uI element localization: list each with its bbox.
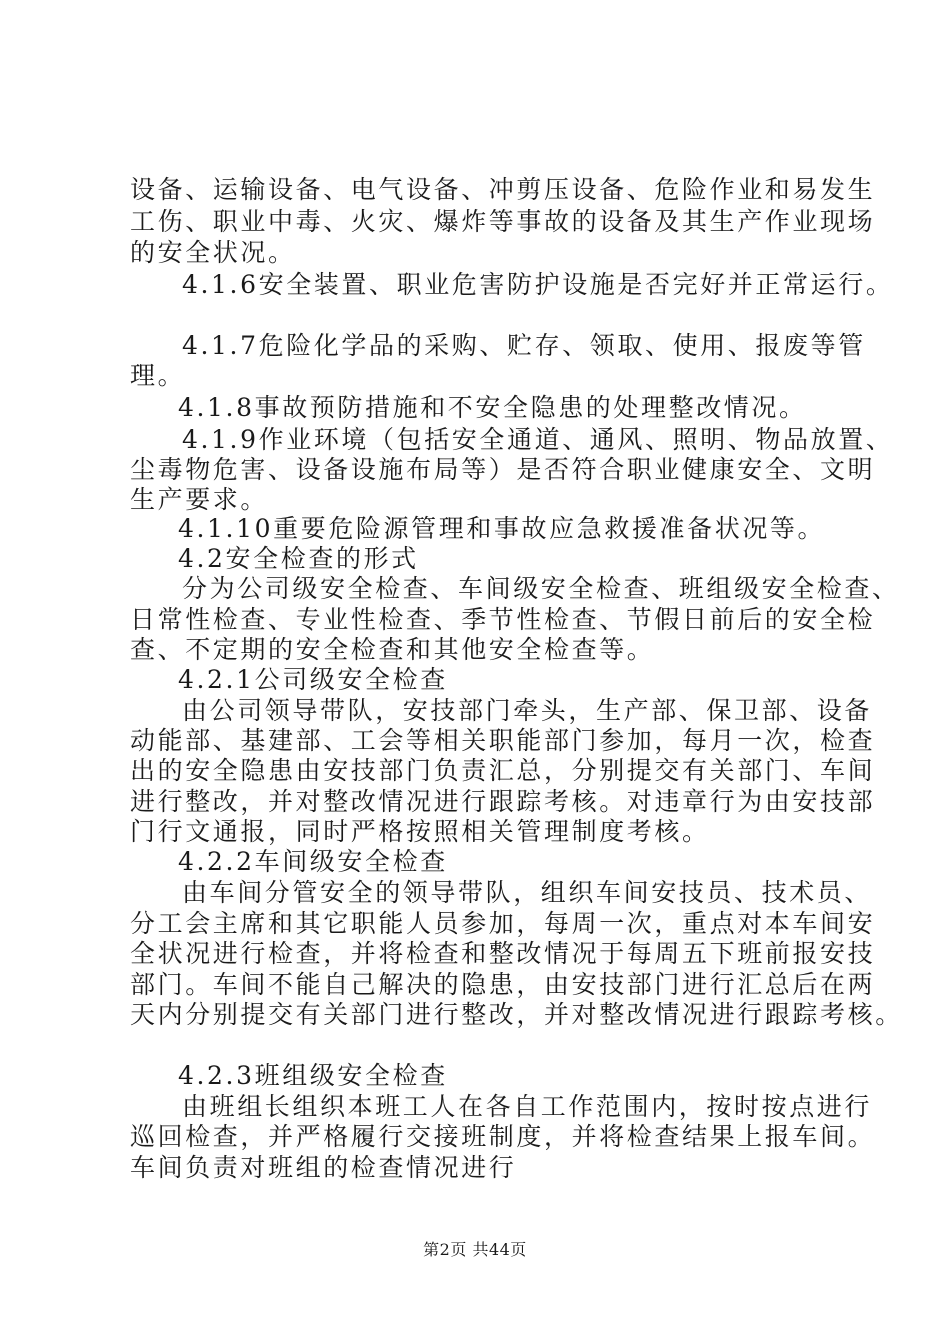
section-heading: 4.2.2车间级安全检查: [178, 847, 448, 876]
body-text-line: 出的安全隐患由安技部门负责汇总，分别提交有关部门、车间: [130, 756, 876, 785]
body-text-line: 由班组长组织本班工人在各自工作范围内，按时按点进行: [182, 1092, 873, 1121]
body-text-line: 工伤、职业中毒、火灾、爆炸等事故的设备及其生产作业现场: [130, 207, 876, 236]
body-text-line: 车间负责对班组的检查情况进行: [130, 1153, 517, 1182]
body-text-line: 4.1.7危险化学品的采购、贮存、领取、使用、报废等管: [182, 331, 866, 360]
body-text-line: 巡回检查，并严格履行交接班制度，并将检查结果上报车间。: [130, 1122, 876, 1151]
body-text-line: 门行文通报，同时严格按照相关管理制度考核。: [130, 817, 710, 846]
body-text-line: 4.1.10重要危险源管理和事故应急救援准备状况等。: [178, 514, 826, 543]
section-heading: 4.2.1公司级安全检查: [178, 665, 448, 694]
body-text-line: 分为公司级安全检查、车间级安全检查、班组级安全检查、: [182, 574, 900, 603]
section-heading: 4.2.3班组级安全检查: [178, 1061, 448, 1090]
body-text-line: 由公司领导带队，安技部门牵头，生产部、保卫部、设备: [182, 696, 873, 725]
body-text-line: 天内分别提交有关部门进行整改，并对整改情况进行跟踪考核。: [130, 1000, 903, 1029]
body-text-line: 部门。车间不能自己解决的隐患，由安技部门进行汇总后在两: [130, 970, 876, 999]
body-text-line: 4.1.9作业环境（包括安全通道、通风、照明、物品放置、: [182, 425, 894, 454]
section-heading: 4.2安全检查的形式: [178, 544, 419, 573]
body-text-line: 日常性检查、专业性检查、季节性检查、节假日前后的安全检: [130, 605, 876, 634]
body-text-line: 进行整改，并对整改情况进行跟踪考核。对违章行为由安技部: [130, 787, 876, 816]
body-text-line: 的安全状况。: [130, 238, 296, 267]
body-text-line: 查、不定期的安全检查和其他安全检查等。: [130, 635, 655, 664]
body-text-line: 4.1.6安全装置、职业危害防护设施是否完好并正常运行。: [182, 270, 894, 299]
body-text-line: 分工会主席和其它职能人员参加，每周一次，重点对本车间安: [130, 909, 876, 938]
body-text-line: 理。: [130, 361, 186, 390]
body-text-line: 全状况进行检查，并将检查和整改情况于每周五下班前报安技: [130, 939, 876, 968]
body-text-line: 动能部、基建部、工会等相关职能部门参加，每月一次，检查: [130, 726, 876, 755]
body-text-line: 生产要求。: [130, 485, 269, 514]
page-number-footer: 第2页 共44页: [423, 1240, 527, 1259]
body-text-line: 4.1.8事故预防措施和不安全隐患的处理整改情况。: [178, 393, 807, 422]
body-text-line: 设备、运输设备、电气设备、冲剪压设备、危险作业和易发生: [130, 175, 876, 204]
body-text-line: 尘毒物危害、设备设施布局等）是否符合职业健康安全、文明: [130, 455, 876, 484]
body-text-line: 由车间分管安全的领导带队，组织车间安技员、技术员、: [182, 878, 873, 907]
